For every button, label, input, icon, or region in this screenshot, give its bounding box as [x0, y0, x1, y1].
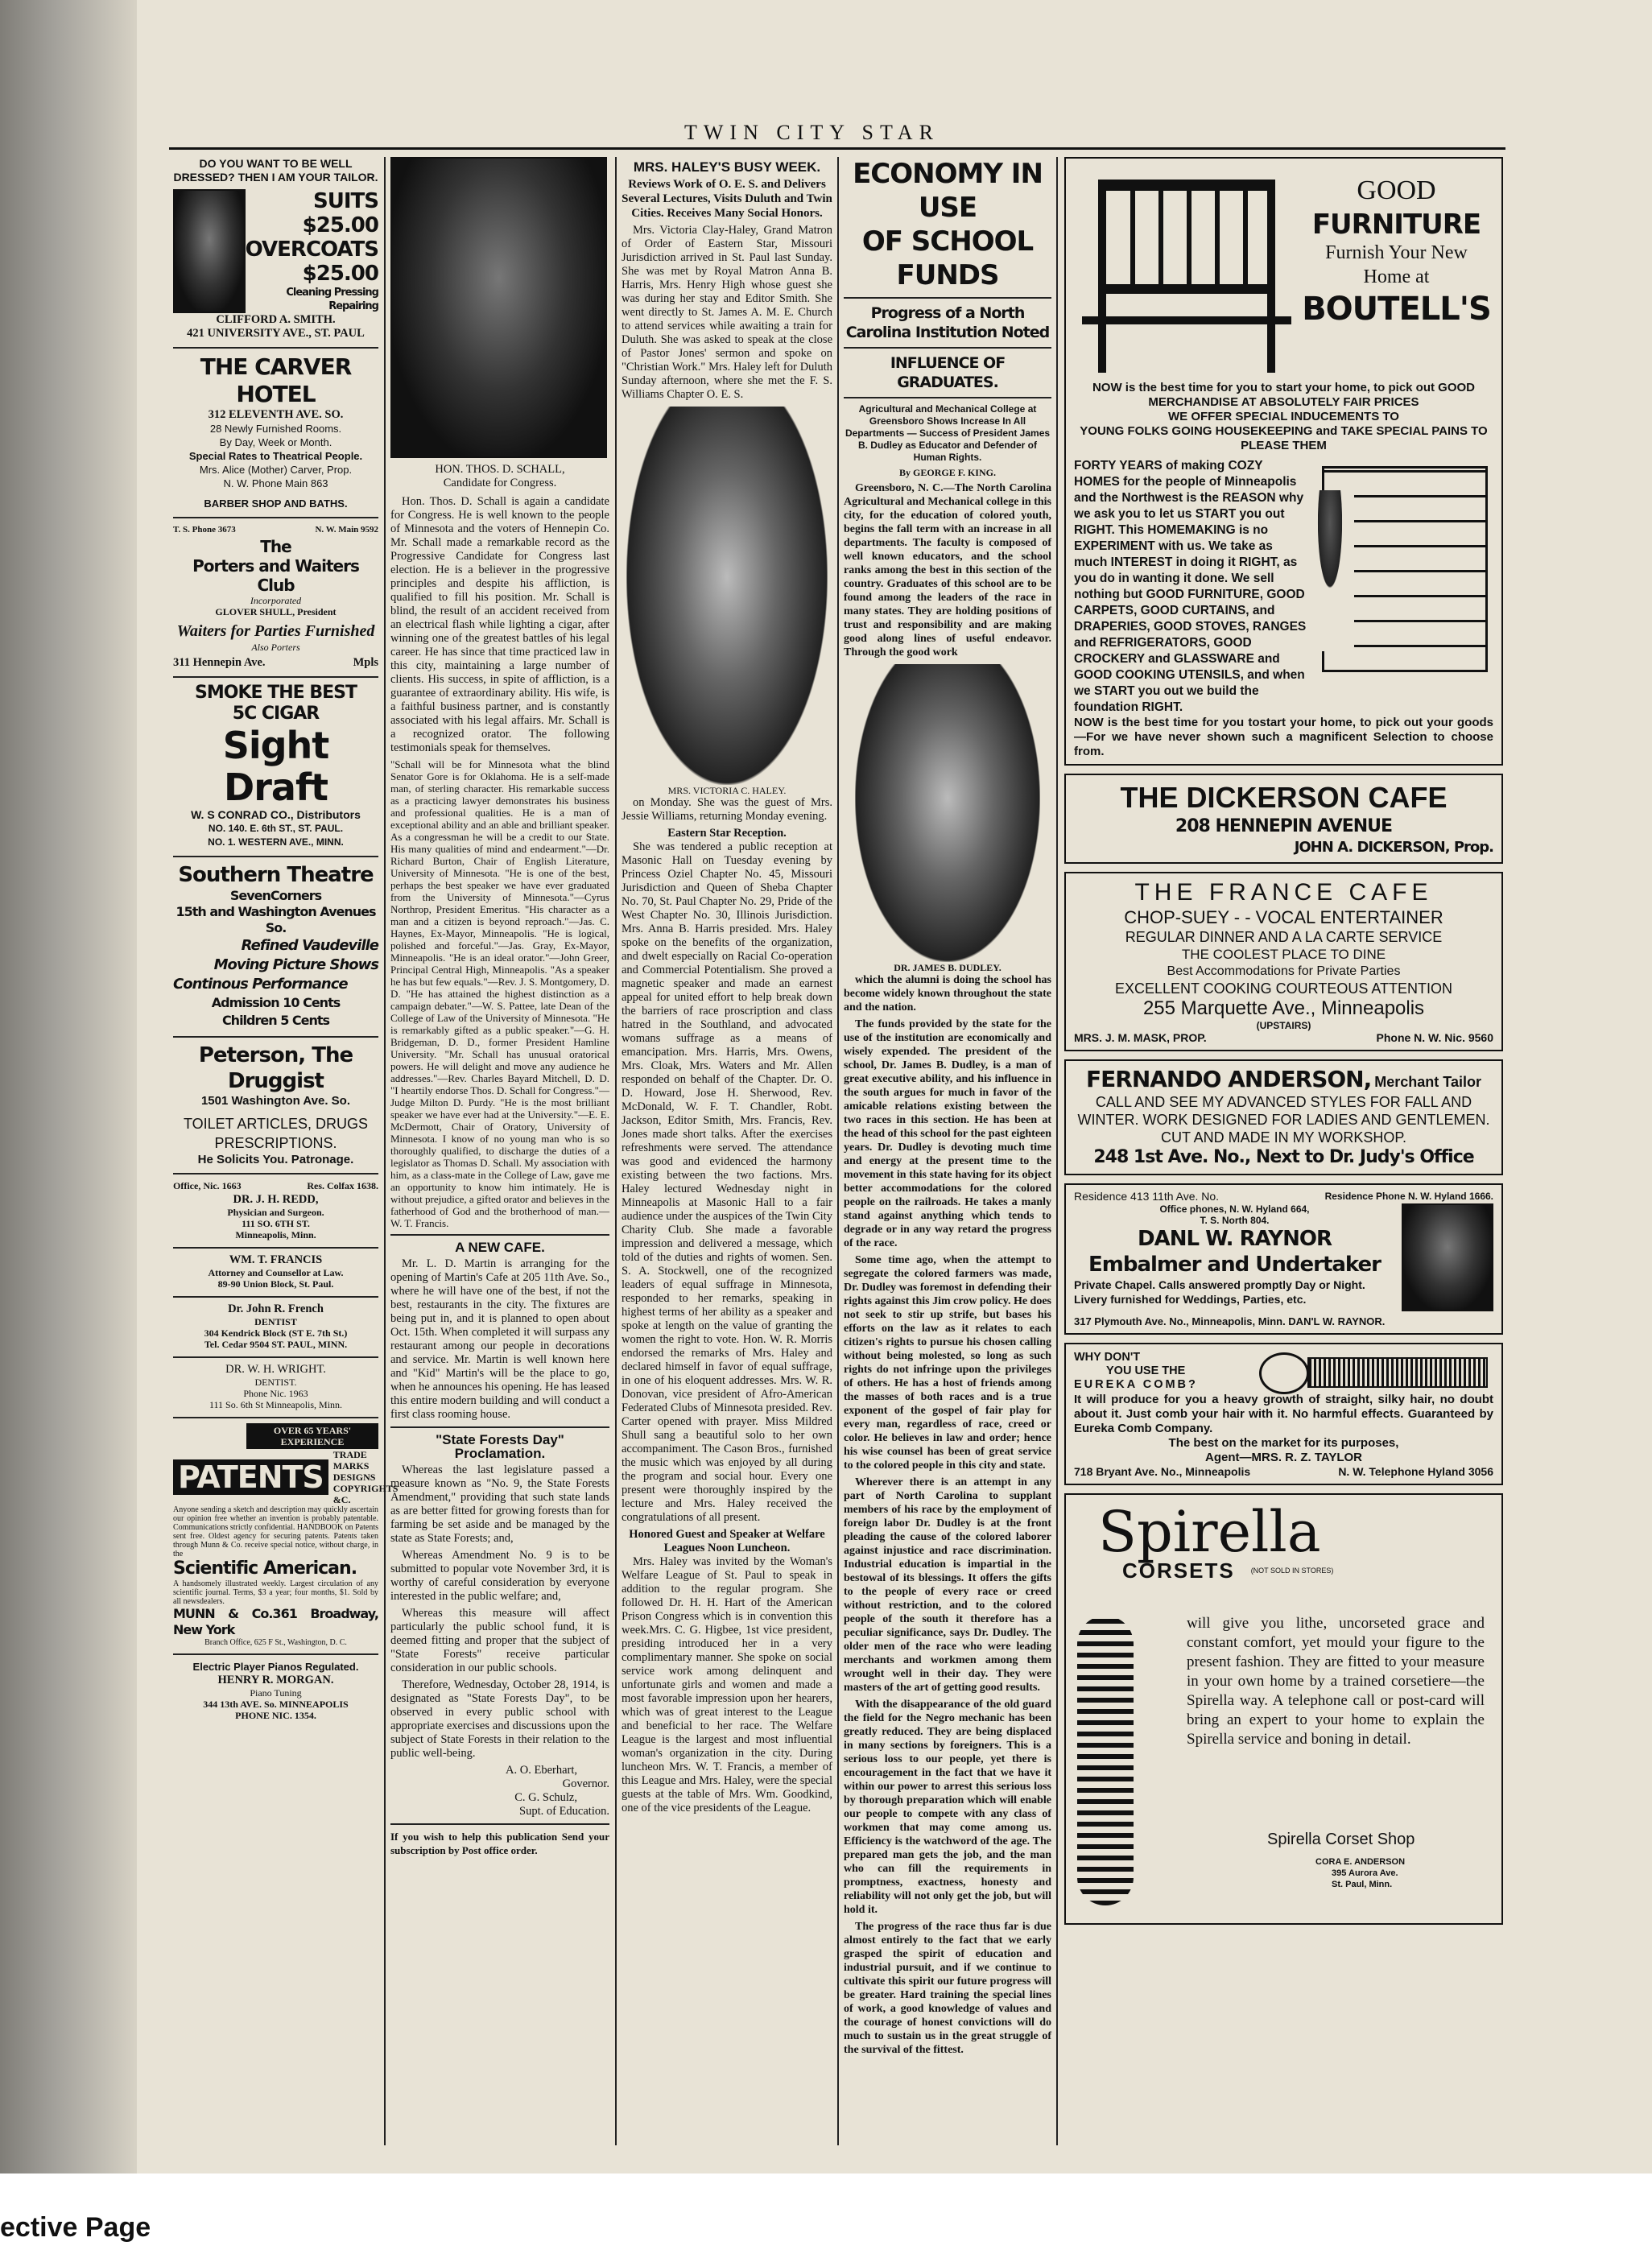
francis-line: 89-90 Union Block, St. Paul.	[217, 1278, 334, 1290]
bench-illustration	[1074, 163, 1299, 381]
druggist-address: 1501 Washington Ave. So.	[200, 1094, 351, 1108]
spirella-ad	[1064, 1493, 1503, 1925]
dr-redd-ad	[173, 1179, 378, 1241]
druggist-title: Peterson, The Druggist	[198, 1043, 353, 1093]
spirella-agent: CORA E. ANDERSON	[1315, 1857, 1406, 1867]
wright-line: DENTIST.	[254, 1377, 297, 1388]
haley-portrait	[626, 407, 828, 785]
furniture-line: NOW is the best time for you tostart your home, to pick out your goods—For we have never shown such a magnificent Selection to choose from.	[1074, 716, 1493, 758]
tailor-address: 421 UNIVERSITY AVE., ST. PAUL	[187, 327, 365, 340]
wright-line: Phone Nic. 1963	[243, 1388, 308, 1399]
patents-side: TRADE MARKS DESIGNS COPYRIGHTS &C.	[332, 1449, 399, 1505]
divider	[173, 1247, 378, 1249]
carver-line: N. W. Phone Main 863	[223, 477, 328, 489]
fernando-title: FERNANDO ANDERSON,	[1086, 1066, 1372, 1092]
divider	[173, 1173, 378, 1174]
divider	[390, 1823, 609, 1825]
porters-phone: N. W. Main 9592	[315, 525, 378, 535]
economy-headline: OF SCHOOL FUNDS	[861, 225, 1034, 291]
schall-column	[390, 157, 609, 2145]
signature-title: Governor.	[562, 1777, 609, 1790]
patents-body: A handsomely illustrated weekly. Largest circulation of any scientific journal. Terms, $3 a year; four months, $1. Sold by all newsdealers.	[173, 1579, 378, 1606]
boutells-furniture-ad	[1064, 157, 1503, 766]
carver-title: THE CARVER HOTEL	[200, 353, 352, 407]
economy-headline: ECONOMY IN USE	[853, 158, 1043, 224]
dudley-caption: DR. JAMES B. DUDLEY.	[894, 962, 1002, 973]
redd-line: Minneapolis, Minn.	[235, 1229, 316, 1241]
furniture-head: Home at	[1363, 266, 1430, 287]
signature-title: Supt. of Education.	[519, 1805, 609, 1818]
divider	[390, 1426, 609, 1428]
page-gutter-shadow	[0, 0, 137, 2254]
france-title: THE FRANCE CAFE	[1134, 879, 1433, 906]
patents-branch: Branch Office, 625 F St., Washington, D. C.	[204, 1638, 347, 1647]
druggist-ad	[173, 1042, 378, 1166]
furniture-head: Furnish Your New	[1325, 242, 1468, 263]
southern-theatre-ad	[173, 862, 378, 1030]
france-cafe-ad	[1064, 872, 1503, 1051]
porters-script: Waiters for Parties Furnished	[176, 622, 375, 640]
economy-summary: Agricultural and Mechanical College at Greensboro Shows Increase In All Departments — Success of President James B. Dudley as Educator and Defender of Human Rights.	[845, 403, 1051, 463]
comb-line: EUREKA COMB?	[1074, 1377, 1198, 1391]
signature: C. G. Schulz,	[514, 1791, 577, 1804]
masthead-rule	[169, 147, 1505, 150]
column-rule	[837, 157, 839, 2145]
comb-line: The best on the market for its purposes,	[1168, 1436, 1399, 1450]
furniture-head: GOOD	[1357, 175, 1436, 205]
raynor-name: DANL W. RAYNOR	[1138, 1227, 1332, 1251]
spirella-shop: Spirella Corset Shop	[1267, 1831, 1415, 1848]
francis-ad	[173, 1253, 378, 1290]
french-line: DENTIST	[254, 1316, 297, 1327]
raynor-line: Residence 413 11th Ave. No.	[1074, 1190, 1220, 1203]
economy-paragraph: With the disappearance of the old guard the field for the Negro mechanic has been greatly reduced. They are being displaced in many sections by foreigners. This is a serious loss to our people, yet there is encouragement in the fact that we have it within our power to arrest this serious loss by thorough preparation which will enable our people to compete with any class of workmen that may come among us. Efficiency is the watchword of the age. The prepared man gets the job, and the man who can fill the requirements in promptness, exactness, honesty and reliability will not only get the job, but will hold it.	[844, 1699, 1051, 1916]
economy-paragraph: Greensboro, N. C.—The North Carolina Agricultural and Mechanical college in this city, for the education of colored youth, begins the fall term with an increase in all departments. The faculty is composed of well known educators, and the school ranks among the best in this section of the country. Graduates of this school are to be found among the leaders of the race in many states. They are holding positions of trust and responsibility and are making good along lines of useful endeavor. Through the good work	[844, 482, 1051, 658]
france-line: REGULAR DINNER AND A LA CARTE SERVICE	[1125, 929, 1443, 945]
haley-paragraph: She was tendered a public reception at Masonic Hall on Tuesday evening by Princess Oziel Chapter No. 45, Missouri Jurisdiction and Queen of Sheba Chapter No. 70, St. Paul Chapter No. 29, Pride of the West Chapter No. 30, Illinois Jurisdiction. Mrs. Anna B. Harris presided. Mrs. Haley spoke on the benefits of the organization, and dwelt especially on Racial Co-operation and Commercial Potentialism. She proved a magnetic speaker and made an earnest appeal for united effort to help break down the barriers of race proscription and class hatred in the Southland, and advocated womans suffrage as a means of emancipation. Mrs. Harris, Mrs. Owens, Mrs. Cloak, Mrs. Waters and Mr. Allen responded on behalf of the Chapter. Dr. O. D. Howard, Jose H. Sherwood, Rev. McDonald, W. F. T. Chandler, Robt. Jackson, Editor Smith, Mrs. Francis, Rev. Jones made short talks. After the exercises refreshments were served. The attendance was good and evidenced the harmony existing between the two factions. Mrs. Haley lectured Wednesday night in Minneapolis at Masonic Hall to a fair audience under the auspices of the Twin City Charity Club. She made a favorable impression and delivered a message, which told of the duties and rights of women. Sen. S. A. Stockwell, one of the recognized leaders of equal suffrage in Minnesota, responded to her remarks, speaking in highest terms of her ability as a speaker and spoke at length on the value of granting the women the right to vote. Hon. W. R. Morris endorsed the remarks of Mrs. Haley and declared himself in favor of equal suffrage, in one of his eloquent addresses. Mrs. W. R. Donovan, vice president of Afro-American Federated Clubs of Minnesota presided. Rev. Carter opened with prayer. Miss Mildred Shull sang a beautiful solo to her own accompaniment. The Cason Bros., furnished the music which was enjoyed by all during the program and social hour. Every one present were thoroughly inspired by the lecture and Mrs. Haley received the congratulations of all present.	[622, 840, 832, 1524]
eureka-comb-ad	[1064, 1343, 1503, 1485]
fernando-sub: Merchant Tailor	[1374, 1074, 1481, 1090]
piano-ad	[173, 1660, 378, 1721]
spirella-address: 395 Aurora Ave.	[1332, 1868, 1398, 1878]
redd-phone: Office, Nic. 1663	[173, 1180, 242, 1191]
porters-incorporated: Incorporated	[250, 595, 302, 606]
forests-paragraph: Whereas the last legislature passed a measure known as "No. 9, the State Forests Amendment," providing that such state lands as are better fitted for growing forests than for farming be set aside and be managed by the state as State Forests; and,	[390, 1463, 609, 1545]
haley-deck: Reviews Work of O. E. S. and Delivers Several Lectures, Visits Duluth and Twin Cities. Receives Many Social Honors.	[622, 178, 832, 220]
comb-phone: N. W. Telephone Hyland 3056	[1338, 1465, 1493, 1478]
french-name: Dr. John R. French	[228, 1302, 324, 1315]
carver-line: By Day, Week or Month.	[219, 436, 332, 448]
patents-body: Anyone sending a sketch and description may quickly ascertain our opinion free whether an invention is probably patentable. Communications strictly confidential. HANDBOOK on Patents sent free. Oldest agency for securing patents. Patents taken through Munn & Co. receive special notice, without charge, in the	[173, 1505, 378, 1558]
signature: A. O. Eberhart,	[506, 1764, 577, 1777]
piano-head: Electric Player Pianos Regulated.	[192, 1661, 359, 1673]
carver-hotel-ad	[173, 353, 378, 510]
raynor-line: T. S. North 804.	[1200, 1215, 1270, 1226]
piano-line: 344 13th AVE. So. MINNEAPOLIS	[203, 1699, 349, 1710]
porters-the: The	[260, 537, 291, 556]
piano-line: Piano Tuning	[250, 1687, 302, 1699]
raynor-portrait	[1402, 1203, 1493, 1311]
divider	[844, 297, 1051, 299]
suits-price: $25.00	[302, 213, 378, 237]
fernando-address: 248 1st Ave. No., Next to Dr. Judy's Office	[1093, 1147, 1474, 1167]
column-rule	[384, 157, 386, 2145]
porters-address: 311 Hennepin Ave.	[173, 656, 266, 669]
page-target-label: ective Page	[0, 2212, 151, 2243]
dudley-portrait	[855, 664, 1040, 962]
theatre-line: Moving Picture Shows	[213, 956, 378, 973]
french-line: Tel. Cedar 9504 ST. PAUL, MINN.	[204, 1339, 348, 1350]
divider	[173, 1653, 378, 1655]
spirella-title: Spirella	[1098, 1499, 1321, 1565]
schall-testimonials: "Schall will be for Minnesota what the blind Senator Gore is for Oklahoma. He is a self-made man, of sterling character. His remarkable success as a practicing lawyer demonstrates his business and professional qualities. He is a man of exceptional ability and an able and brilliant speaker. As a congressman he will be a credit to our State. His many qualities of mind and endearment."—Dr. Richard Burton, Chair of English Literature, University of Minnesota. "He is one of the best, perhaps the best speaker we have ever graduated from the University of Minnesota."—Cyrus Northrop, President Emeritus. "His character as a man and a citizen is beyond reproach."—Jas. C. Haynes, Ex-Mayor, Minneapolis. "He is logical, polished and forceful."—Jas. Gray, Ex-Mayor, Minneapolis. "He is an ideal orator."—John Greer, Principal Central High, Minneapolis. "As a speaker he has but few equals."—Rev. J. S. Montgomery, D. D. "He has attained the highest distinction as a campaign debater."—W. S. Pattee, late Dean of the College of Law of the University of Minnesota. "He is remarkably gifted as a public speaker."—G. H. Bridgeman, D. D., former President Hamline University. "Mr. Schall has unusual oratorical powers. He will delight and move any audience he addresses."—Rev. Charles Bayard Mitchell, D. D. "I heartily endorse Thos. D. Schall for Congress."—Judge Milton D. Purdy. "He is the most brilliant speaker we have ever had at the University."—E. E. McDermott, Chair of Oratory, University of Minnesota. I know of no young man who is so thoroughly qualified, to discharge the duties of a legislator as Thomas D. Schall. My association with him, as a class-mate in the College of Law, gave me an opportunity to know him intimately. He is without prejudice, a gifted orator and believes in the fatherhood of God and the brotherhood of man.—W. T. Francis.	[390, 758, 609, 1229]
column-rule	[1056, 157, 1058, 2145]
furniture-line: YOUNG FOLKS GOING HOUSEKEEPING and TAKE SPECIAL PAINS TO PLEASE THEM	[1080, 424, 1488, 452]
comb-body: It will produce for you a heavy growth of straight, silky hair, no doubt about it. Just comb your hair with it. No harmful effects. Guaranteed by Eureka Comb Company.	[1074, 1393, 1493, 1435]
haley-headline: MRS. HALEY'S BUSY WEEK.	[633, 159, 821, 175]
francis-line: Attorney and Counsellor at Law.	[208, 1267, 344, 1278]
divider	[390, 1234, 609, 1236]
porters-city: Mpls	[353, 656, 378, 669]
patents-banner: OVER 65 YEARS' EXPERIENCE	[246, 1423, 378, 1449]
furniture-line: NOW is the best time for you to start your home, to pick out GOOD MERCHANDISE AT ABSOLUTELY FAIR PRICES	[1092, 381, 1476, 409]
porters-club-ad	[173, 523, 378, 670]
wright-name: DR. W. H. WRIGHT.	[225, 1363, 326, 1376]
dickerson-address: 208 HENNEPIN AVENUE	[1175, 816, 1393, 836]
theatre-line: Refined Vaudeville	[241, 937, 378, 954]
divider	[844, 397, 1051, 398]
france-line: THE COOLEST PLACE TO DINE	[1181, 947, 1386, 962]
theatre-line: Children 5 Cents	[221, 1013, 330, 1028]
furniture-brand: BOUTELL'S	[1302, 291, 1491, 328]
cigar-ad	[173, 683, 378, 849]
divider	[173, 517, 378, 518]
ads-column-right	[1064, 157, 1503, 2145]
spirella-corsets: CORSETS	[1122, 1558, 1235, 1583]
french-line: 304 Kendrick Block (ST E. 7th St.)	[204, 1327, 348, 1339]
economy-paragraph: Wherever there is an attempt in any part of North Carolina to supplant members of his race by the employment of foreign labor Dr. Dudley is at the front pleading the cause of the colored laborer against injustice and race discrimination. Industrial education is impartial in the bestowal of its blessings. It offers the gifts to the people of every race or creed without restriction, and to the colored people of the south it therefore has a peculiar significance, says Dr. Dudley. The older men of the race who were leading merchants and workmen among them wrought well in their day. They were masters of the art of getting good results.	[844, 1476, 1051, 1694]
spirella-body: will give you lithe, uncorseted grace and constant comfort, yet mould your figure to the present fashion. They are fitted to your measure in your own home by a trained corsetiere—the Spirella way. A telephone call or post-card will bring an expert to your home to explain the Spirella service and boning in detail.	[1187, 1615, 1485, 1748]
economy-deck: INFLUENCE OF GRADUATES.	[890, 354, 1006, 391]
furniture-body: FORTY YEARS of making COZY HOMES for the people of Minneapolis and the Northwest is the REASON why we ask you to let us START you out RIGHT. This HOMEMAKING is no EXPERIMENT with us. We take as much INTEREST in doing it RIGHT, as you do in wanting it done. We sell nothing but GOOD FURNITURE, GOOD CARPETS, GOOD CURTAINS, and DRAPERIES, GOOD STOVES, RANGES and REFRIGERATORS, GOOD CROCKERY and GLASSWARE and GOOD COOKING UTENSILS, and when we START you out we build the foundation RIGHT.	[1074, 459, 1307, 714]
divider	[173, 676, 378, 678]
patents-title: PATENTS	[173, 1459, 328, 1495]
wright-line: 111 So. 6th St Minneapolis, Minn.	[209, 1399, 343, 1410]
cigar-brand: Sight Draft	[222, 724, 329, 809]
patents-ad	[173, 1423, 399, 1647]
divider	[173, 1036, 378, 1038]
economy-paragraph: Some time ago, when the attempt to segregate the colored farmers was made, Dr. Dudley was foremost in defending their rights against this Jim crow policy. He does not seek to stir up strife, but bases his efforts on the law as it relates to each citizen's rights to pursue his chosen calling without being molested, so long as such rights do not infringe upon the privileges of others. He has a host of friends among the masses of both races and is a true exponent of the gospel of fair play for every man, regardless of race, creed or color. He believes in law and order; hence his wise counsel has been of great service to the colored people in this city and state.	[844, 1254, 1051, 1472]
schall-caption: HON. THOS. D. SCHALL,	[435, 463, 565, 476]
theatre-line: Admission 10 Cents	[211, 995, 341, 1010]
comb-line: WHY DON'T	[1074, 1350, 1141, 1364]
economy-column	[844, 157, 1051, 2145]
france-phone: Phone N. W. Nic. 9560	[1376, 1031, 1493, 1044]
tailor-ad	[173, 157, 378, 341]
schall-caption-sub: Candidate for Congress.	[443, 477, 557, 489]
spirella-note: (NOT SOLD IN STORES)	[1250, 1567, 1334, 1575]
cigar-line: SMOKE THE BEST	[195, 683, 357, 703]
new-cafe-paragraph: Mr. L. D. Martin is arranging for the opening of Martin's Cafe at 205 11th Ave. So., where he will have one of the best, if not the best, restaurants in the city. The fixtures are being put in, and it is planned to open about Oct. 15th. When completed it will surpass any restaurant among our people in decorations and service. Mr. Martin is well known here and "Kid" Martin's will be the place to go, when he announces his opening. He has leased this entire modern building and will conduct a first class rooming house.	[390, 1257, 609, 1421]
theatre-line: 15th and Washington Avenues So.	[176, 904, 376, 935]
france-line: EXCELLENT COOKING COURTEOUS ATTENTION	[1114, 980, 1453, 997]
economy-byline: By GEORGE F. KING.	[899, 467, 996, 478]
dickerson-cafe-ad	[1064, 774, 1503, 864]
druggist-line: PRESCRIPTIONS.	[214, 1135, 337, 1151]
haley-paragraph: Mrs. Haley was invited by the Woman's Welfare League of St. Paul to speak in addition to the regular program. She followed Dr. H. H. Hart of the American Prison Congress which is in convention this week.Mrs. C. G. Higbee, 1st vice president, presiding introduced her in a very complimentary manner. She spoke on social service work among delinquent and unfortunate girls and women and made a most favorable impression upon her hearers, which was of great interest to the League and beneficial to her race. The Welfare League is the largest and most influential woman's organization in the city. During luncheon Mrs. W. T. Francis, a member of this League and Mrs. Haley, were the special guests at the table of Mrs. Wm. Goodkind, one of the vice presidents of the League.	[622, 1555, 832, 1814]
france-proprietor: MRS. J. M. MASK, PROP.	[1074, 1031, 1207, 1044]
raynor-line: Private Chapel. Calls answered promptly Day or Night. Livery furnished for Weddings, Parties, etc.	[1074, 1278, 1365, 1306]
france-line: (UPSTAIRS)	[1256, 1020, 1311, 1031]
dr-wright-ad	[173, 1363, 378, 1410]
redd-name: DR. J. H. REDD,	[233, 1193, 319, 1206]
raynor-line: Residence Phone N. W. Hyland 1666.	[1324, 1191, 1493, 1202]
forests-paragraph: Whereas Amendment No. 9 is to be submitted to popular vote November 3rd, it is worthy of careful consideration by everyone interested in the public welfare; and,	[390, 1549, 609, 1603]
haley-subhead: Honored Guest and Speaker at Welfare Leagues Noon Luncheon.	[629, 1528, 825, 1554]
porters-president: GLOVER SHULL, President	[215, 606, 337, 617]
france-line: 255 Marquette Ave., Minneapolis	[1142, 997, 1425, 1019]
druggist-line: He Solicits You. Patronage.	[197, 1153, 354, 1166]
tailor-headline: DO YOU WANT TO BE WELL DRESSED? THEN I AM YOUR TAILOR.	[173, 157, 378, 184]
economy-paragraph: The progress of the race thus far is due almost entirely to the fact that we early grasped the spirit of education and industrial pursuit, and if we continue to cultivate this spirit our future progress will be greater. Hard training the special lines of work, a good knowledge of values and the courage of honest convictions will do much to sustain us in the great struggle of the survival of the fittest.	[844, 1921, 1051, 2056]
forests-paragraph: Therefore, Wednesday, October 28, 1914, is designated as "State Forests Day", to be observed in every public school with appropriate exercises and discussions upon the subject of State Forests in their relation to the public well-being.	[390, 1678, 609, 1760]
theatre-line: Continous Performance	[173, 976, 348, 993]
divider	[173, 856, 378, 857]
raynor-trade: Embalmer and Undertaker	[1088, 1253, 1381, 1277]
divider	[844, 347, 1051, 349]
porters-phone: T. S. Phone 3673	[173, 525, 236, 535]
haley-paragraph: on Monday. She was the guest of Mrs. Jessie Williams, returning Monday evening.	[622, 796, 832, 823]
schall-paragraph: Hon. Thos. D. Schall is again a candidate for Congress. He is well known to the people of Minnesota and the voters of Hennepin Co. Mr. Schall made a remarkable record as the Progressive Candidate for Congress last election. He is a believer in the progressive principles and despite his affliction, is qualified to fill his position. Mr. Schall is blind, the result of an accident received from an electrical flash while lighting a cigar, after winning one of the greatest battles of his legal career. He has since that time practiced law in this city, maintaining a large number of clients. His success, in spite of affliction, is a guarantee of extraordinary ability. His wife, is a faithful business partner, and is constantly associated with his legal affairs. Mr. Schall is a recognized orator. The following testimonials speak for themselves.	[390, 495, 609, 754]
haley-paragraph: Mrs. Victoria Clay-Haley, Grand Matron of Order of Eastern Star, Missouri Jurisdiction arrived in St. Paul last Sunday. She was met by Royal Matron Anna B. Harris, Mrs. Henry High whose guest she was during her stay and Editor Smith. She went directly to St. James A. M. E. Church to attend services while awaiting a train for Duluth. She was asked to speak at the close of Pastor Jones' sermon and spoke on "Christian Work." Mrs. Haley left for Duluth Sunday afternoon, where she met the F. S. Williams Chapter O. E. S.	[622, 224, 832, 401]
economy-paragraph: The funds provided by the state for the use of the institution are economically and wisely expended. The president of the school, Dr. James B. Dudley, is a man of great executive ability, and his influence in the south argues for much in favor of the amicable relations existing between the two races in this section. He has been at the head of this school for the past eighteen years. Dr. Dudley is devoting much time and energy at the present time to the movement in this state having for its object better accommodations for the colored people on the railroads. He takes a manly stand against anything which tends to degrade or in any way retard the progress of the race.	[844, 1018, 1051, 1249]
raynor-line: Office phones, N. W. Hyland 664,	[1159, 1203, 1310, 1215]
raynor-line: 317 Plymouth Ave. No., Minneapolis, Minn. DAN'L W. RAYNOR.	[1074, 1315, 1386, 1327]
patents-scientific-american: Scientific American.	[173, 1558, 357, 1579]
haley-caption: MRS. VICTORIA C. HALEY.	[667, 785, 787, 796]
overcoats-price: $25.00	[302, 262, 378, 286]
divider	[173, 347, 378, 349]
forests-paragraph: Whereas this measure will affect particularly the public school fund, it is deemed fitting and proper that the subject of "State Forests" receive particular consideration in our public schools.	[390, 1607, 609, 1674]
furniture-head: FURNITURE	[1311, 208, 1481, 241]
druggist-line: TOILET ARTICLES, DRUGS	[183, 1116, 369, 1132]
theatre-title: Southern Theatre	[178, 863, 374, 887]
economy-deck: Progress of a North Carolina Institution Noted	[845, 304, 1050, 341]
schall-portrait	[390, 157, 607, 458]
redd-phone: Res. Colfax 1638.	[307, 1180, 378, 1191]
spirella-spring-illustration	[1077, 1616, 1134, 1905]
dickerson-title: THE DICKERSON CAFE	[1120, 781, 1448, 814]
tailor-name: CLIFFORD A. SMITH.	[216, 313, 336, 326]
piano-line: PHONE NIC. 1354.	[235, 1710, 316, 1721]
carver-line: BARBER SHOP AND BATHS.	[204, 497, 348, 510]
subscription-note: If you wish to help this publication Send your subscription by Post office order.	[390, 1831, 609, 1856]
tailor-services: Cleaning Pressing Repairing	[286, 287, 378, 312]
spirella-address: St. Paul, Minn.	[1332, 1880, 1393, 1889]
cigar-address: NO. 1. WESTERN AVE., MINN.	[208, 836, 344, 848]
francis-name: WM. T. FRANCIS	[229, 1253, 323, 1266]
scan-bottom-margin	[0, 2174, 1652, 2254]
divider	[173, 1356, 378, 1358]
cigar-line: 5C CIGAR	[232, 704, 320, 724]
haley-subhead: Eastern Star Reception.	[667, 827, 787, 840]
suits-label: SUITS	[313, 189, 378, 213]
redd-line: 111 SO. 6TH ST.	[242, 1218, 310, 1229]
dr-french-ad	[173, 1302, 378, 1350]
dickerson-proprietor: JOHN A. DICKERSON, Prop.	[1294, 839, 1493, 856]
haley-column	[622, 157, 832, 2145]
fernando-body: CALL AND SEE MY ADVANCED STYLES FOR FALL AND WINTER. WORK DESIGNED FOR LADIES AND GENTLEMEN. CUT AND MADE IN MY WORKSHOP.	[1077, 1094, 1490, 1146]
tailor-portrait	[173, 189, 246, 313]
forests-heading: "State Forests Day" Proclamation.	[436, 1432, 564, 1461]
raynor-undertaker-ad	[1064, 1183, 1503, 1335]
new-cafe-heading: A NEW CAFE.	[455, 1240, 545, 1255]
divider	[173, 1417, 378, 1418]
carver-line: Mrs. Alice (Mother) Carver, Prop.	[199, 464, 353, 476]
ads-column-left	[173, 157, 399, 2145]
comb-agent: Agent—MRS. R. Z. TAYLOR	[1205, 1451, 1362, 1464]
comb-line: YOU USE THE	[1106, 1364, 1186, 1377]
carver-line: Special Rates to Theatrical People.	[188, 450, 363, 462]
comb-illustration	[1259, 1349, 1493, 1393]
furniture-line: WE OFFER SPECIAL INDUCEMENTS TO	[1168, 410, 1399, 423]
column-rule	[615, 157, 617, 2145]
porters-also: Also Porters	[251, 642, 300, 653]
overcoats-label: OVERCOATS	[245, 237, 378, 262]
carver-line: 28 Newly Furnished Rooms.	[209, 423, 342, 435]
redd-line: Physician and Surgeon.	[227, 1207, 324, 1218]
piano-name: HENRY R. MORGAN.	[217, 1674, 334, 1686]
porters-title: Porters and Waiters Club	[192, 556, 359, 595]
divider	[173, 1296, 378, 1298]
cigar-distributor: W. S CONRAD CO., Distributors	[191, 808, 361, 821]
france-line: Best Accommodations for Private Parties	[1167, 964, 1401, 978]
fernando-anderson-ad	[1064, 1059, 1503, 1175]
cigar-address: NO. 140. E. 6th ST., ST. PAUL.	[208, 823, 344, 834]
masthead: TWIN CITY STAR	[684, 121, 940, 144]
france-line: CHOP-SUEY - - VOCAL ENTERTAINER	[1124, 907, 1443, 927]
carver-address: 312 ELEVENTH AVE. SO.	[208, 408, 344, 421]
kitchen-cabinet-illustration	[1314, 458, 1493, 716]
comb-address: 718 Bryant Ave. No., Minneapolis	[1074, 1465, 1251, 1478]
theatre-line: SevenCorners	[229, 888, 322, 903]
patents-munn: MUNN & Co.361 Broadway, New York	[173, 1606, 378, 1637]
economy-paragraph: which the alumni is doing the school has become widely known throughout the state and the nation.	[844, 974, 1051, 1013]
